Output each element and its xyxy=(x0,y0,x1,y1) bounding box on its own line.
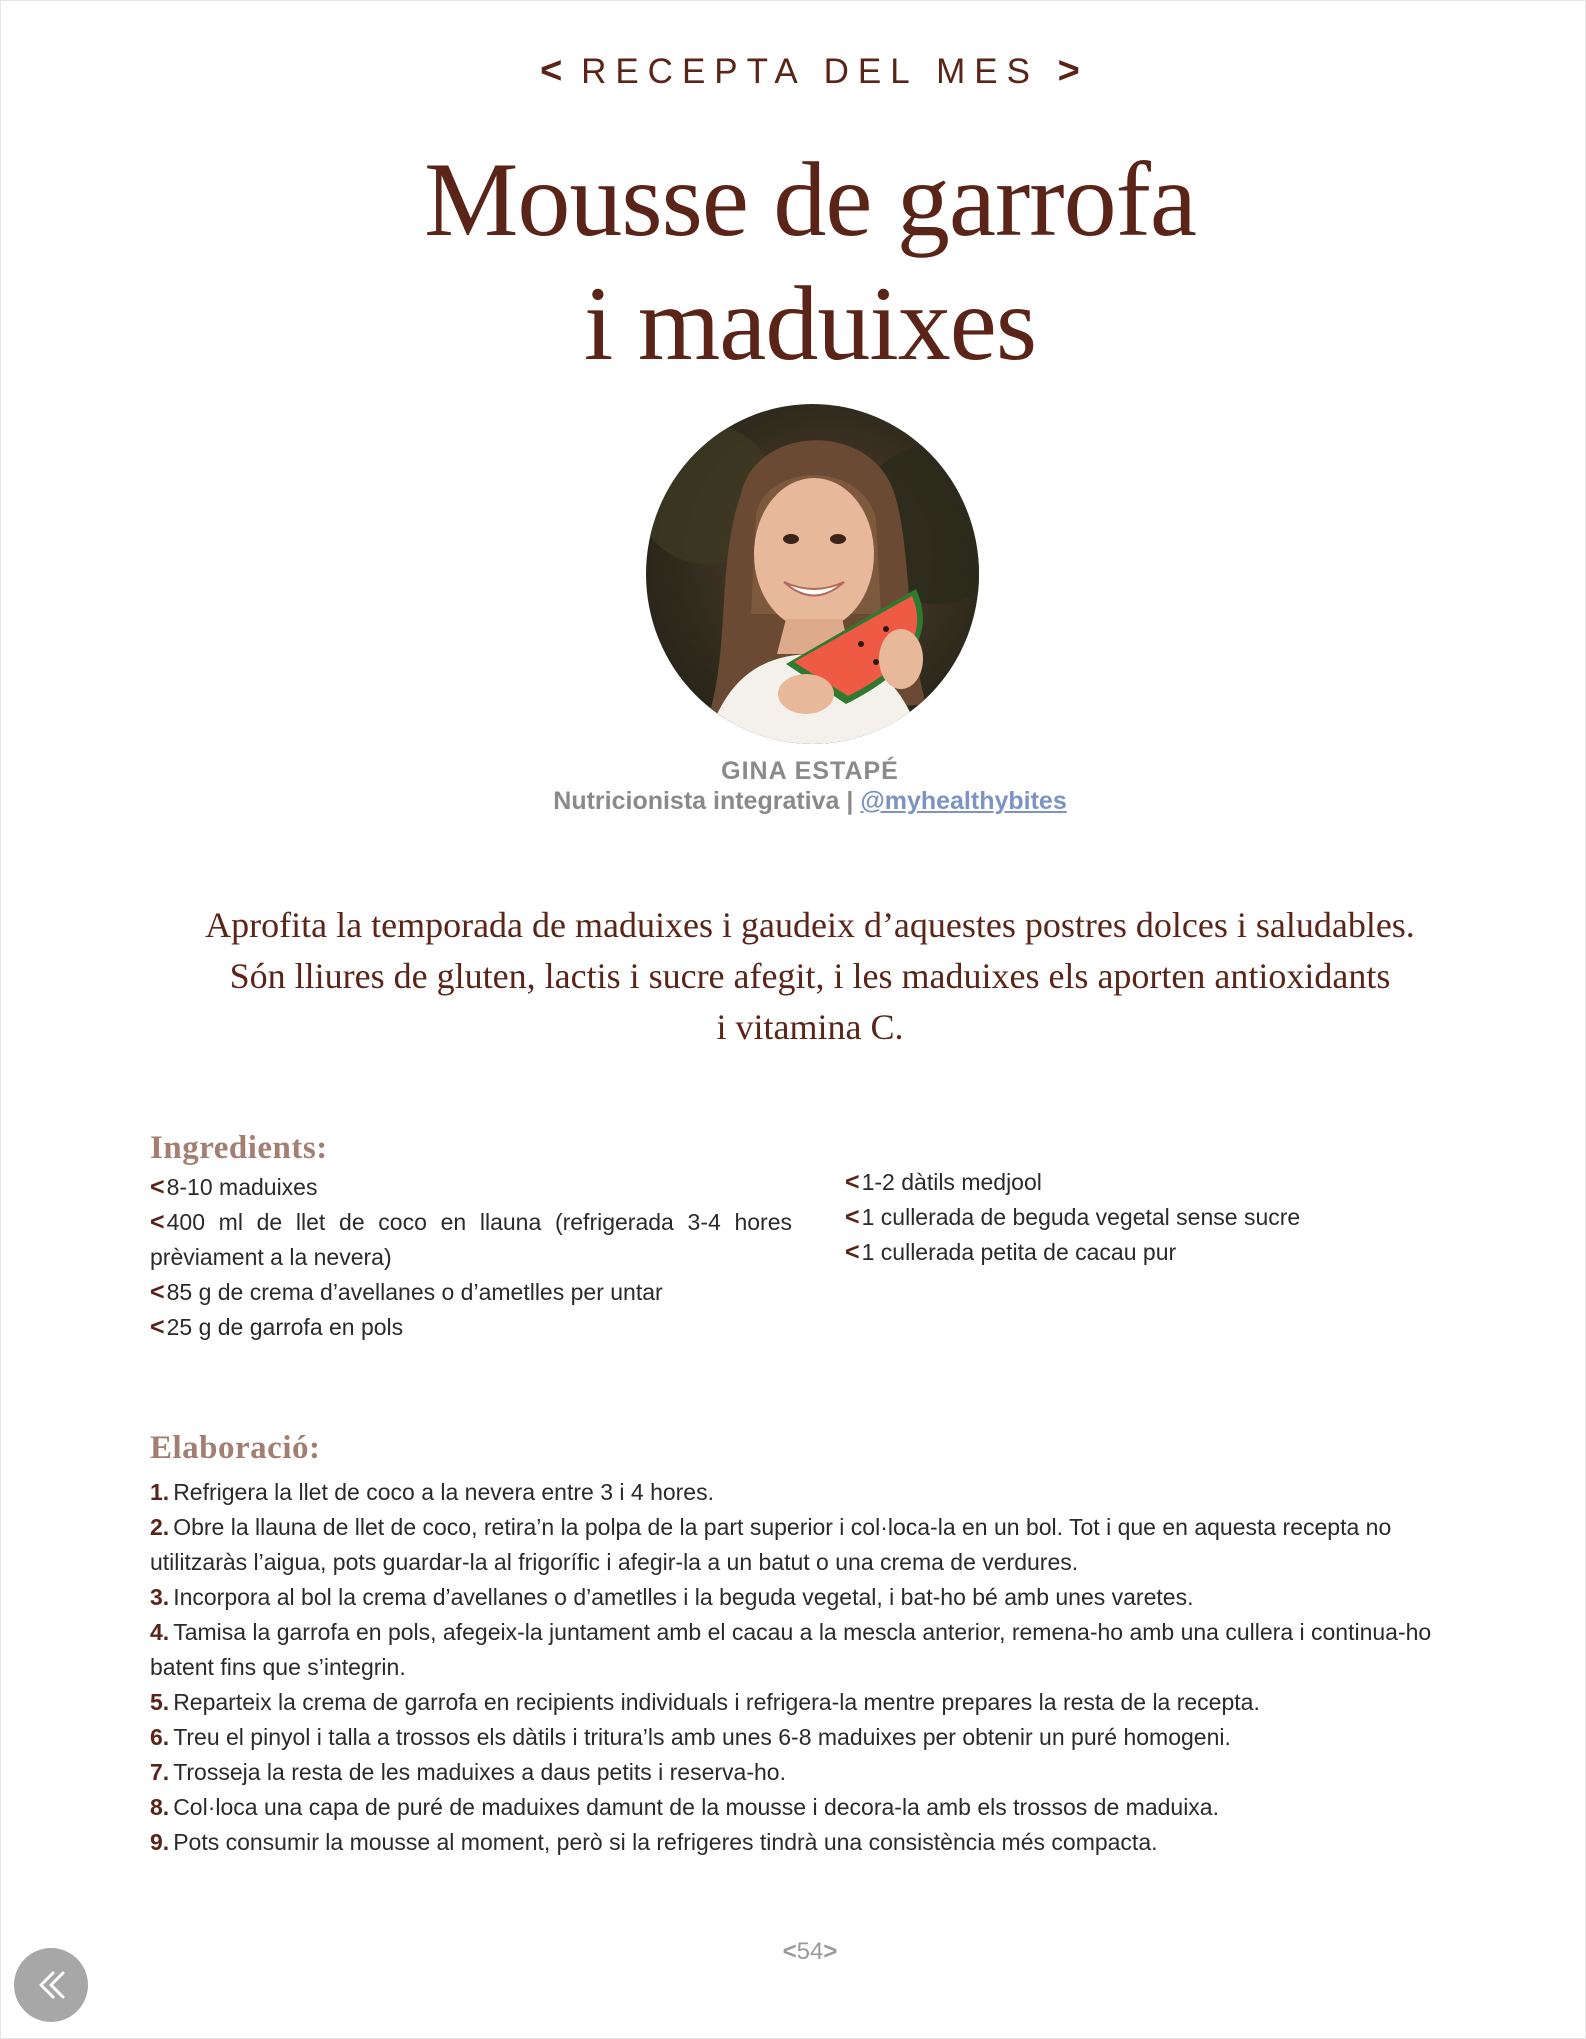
ingredients-heading: Ingredients: xyxy=(150,1130,328,1166)
page-left-chevron: < xyxy=(782,1938,797,1965)
bullet-chevron-icon: < xyxy=(150,1208,165,1236)
elaboracio-heading: Elaboració: xyxy=(150,1430,321,1466)
bullet-chevron-icon: < xyxy=(150,1173,165,1201)
bullet-chevron-icon: < xyxy=(150,1278,165,1306)
double-chevron-left-icon xyxy=(31,1965,71,2005)
intro-line-3: i vitamina C. xyxy=(716,1007,904,1047)
back-button[interactable] xyxy=(14,1948,88,2022)
bullet-chevron-icon: < xyxy=(845,1203,860,1231)
step-item: 5. Reparteix la crema de garrofa en recipients individuals i refrigera-la mentre prepares la resta de la recepta. xyxy=(150,1689,1260,1715)
author-illustration xyxy=(646,404,979,744)
bullet-chevron-icon: < xyxy=(150,1313,165,1341)
list-item: <25 g de garrofa en pols xyxy=(150,1313,404,1341)
ingredients-list-left xyxy=(150,1170,792,1345)
author-role: Nutricionista integrativa xyxy=(553,787,840,815)
title-line-2: i maduixes xyxy=(583,265,1037,382)
title-line-1: Mousse de garrofa xyxy=(424,141,1196,258)
author-name: GINA ESTAPÉ xyxy=(721,757,899,785)
kicker-right-chevron: > xyxy=(1057,50,1080,92)
ingredients-list-right xyxy=(845,1165,1465,1270)
page-number xyxy=(0,1938,1586,1966)
list-item: <85 g de crema d’avellanes o d’ametlles per untar xyxy=(150,1278,663,1306)
list-item: <8-10 maduixes xyxy=(150,1173,318,1201)
steps-list xyxy=(150,1475,1480,1860)
intro-line-1: Aprofita la temporada de maduixes i gaudeix d’aquestes postres dolces i saludables. xyxy=(205,905,1415,945)
list-item: <1-2 dàtils medjool xyxy=(845,1168,1042,1196)
author-role-line xyxy=(0,787,1586,816)
page-number-value: 54 xyxy=(796,1938,824,1965)
step-item: 9. Pots consumir la mousse al moment, però si la refrigeres tindrà una consistència més compacta. xyxy=(150,1829,1158,1855)
section-kicker xyxy=(0,50,1586,93)
step-item: 7. Trosseja la resta de les maduixes a daus petits i reserva-ho. xyxy=(150,1759,786,1785)
list-item: <1 cullerada de beguda vegetal sense sucre xyxy=(845,1203,1301,1231)
step-item: 4. Tamisa la garrofa en pols, afegeix-la juntament amb el cacau a la mescla anterior, remena-ho amb una cullera i continua-ho batent fins que s’integrin. xyxy=(150,1619,1432,1680)
page-right-chevron: > xyxy=(823,1938,838,1965)
step-item: 6. Treu el pinyol i talla a trossos els dàtils i tritura’ls amb unes 6-8 maduixes per obtenir un puré homogeni. xyxy=(150,1724,1231,1750)
step-item: 8. Col·loca una capa de puré de maduixes damunt de la mousse i decora-la amb els trossos de maduixa. xyxy=(150,1794,1219,1820)
author-photo xyxy=(646,404,979,744)
author-handle-link[interactable]: @myhealthybites xyxy=(860,787,1067,815)
bullet-chevron-icon: < xyxy=(845,1238,860,1266)
kicker-left-chevron: < xyxy=(540,50,563,92)
page-title xyxy=(0,138,1586,386)
kicker-text: RECEPTA DEL MES xyxy=(581,52,1039,91)
intro-line-2: Són lliures de gluten, lactis i sucre afegit, i les maduixes els aporten antioxidants xyxy=(229,956,1391,996)
step-item: 1. Refrigera la llet de coco a la nevera entre 3 i 4 hores. xyxy=(150,1479,714,1505)
step-item: 2. Obre la llauna de llet de coco, retira’n la polpa de la part superior i col·loca-la en un bol. Tot i que en aquesta recepta no utilitzaràs l’aigua, pots guardar-la al frigorífic i afegir-la a un batut o una crema de verdures. xyxy=(150,1514,1392,1575)
list-item: <400 ml de llet de coco en llauna (refrigerada 3-4 hores prèviament a la nevera) xyxy=(150,1208,792,1270)
intro-paragraph xyxy=(100,900,1520,1053)
bullet-chevron-icon: < xyxy=(845,1168,860,1196)
author-separator: | xyxy=(846,787,854,815)
step-item: 3. Incorpora al bol la crema d’avellanes o d’ametlles i la beguda vegetal, i bat-ho bé amb unes varetes. xyxy=(150,1584,1194,1610)
list-item: <1 cullerada petita de cacau pur xyxy=(845,1238,1177,1266)
